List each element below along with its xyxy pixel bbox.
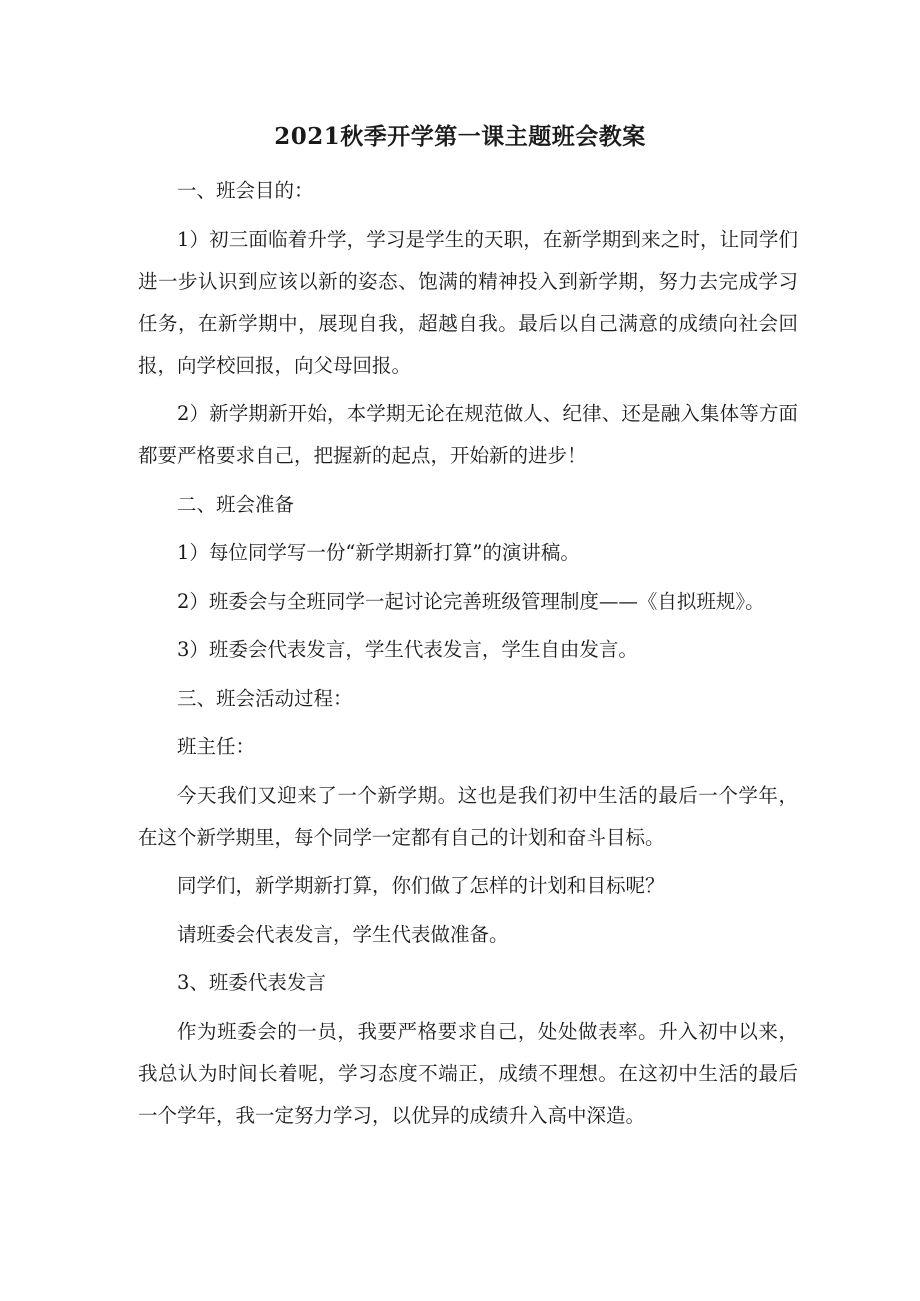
paragraph: 请班委会代表发言，学生代表做准备。 [177,922,509,946]
paragraph: 今天我们又迎来了一个新学期。这也是我们初中生活的最后一个学年，在这个新学期里，每个同学一定都有自己的计划和奋斗目标。 [138,783,798,849]
paragraph-section-preparation: 二、班会准备 [177,492,295,516]
paragraph: 2）班委会与全班同学一起讨论完善班级管理制度——《自拟班规》。 [177,589,765,613]
document-body [138,170,798,1143]
paragraph: 3）班委会代表发言，学生代表发言，学生自由发言。 [177,638,638,661]
paragraph: 班主任： [177,735,256,758]
paragraph: 2）新学期新开始，本学期无论在规范做人、纪律、还是融入集体等方面都要严格要求自己，把握新的起点，开始新的进步！ [138,402,798,467]
paragraph-section-purpose: 一、班会目的： [177,179,314,202]
paragraph: 1）初三面临着升学，学习是学生的天职，在新学期到来之时，让同学们进一步认识到应该以新的姿态、饱满的精神投入到新学期，努力去完成学习任务，在新学期中，展现自我，超越自我。最后以自己满意的成绩向社会回报，向学校回报，向父母回报。 [138,227,798,377]
paragraph: 1）每位同学写一份“新学期新打算”的演讲稿。 [177,541,580,564]
paragraph-subsection: 3、班委代表发言 [177,971,326,994]
paragraph-section-process: 三、班会活动过程： [177,686,353,710]
paragraph: 同学们，新学期新打算，你们做了怎样的计划和目标呢？ [177,874,665,897]
paragraph: 作为班委会的一员，我要严格要求自己，处处做表率。升入初中以来，我总认为时间长着呢，学习态度不端正，成绩不理想。在这初中生活的最后一个学年，我一定努力学习，以优异的成绩升入高中深造。 [138,1019,798,1127]
document-title: 2021秋季开学第一课主题班会教案 [274,123,646,150]
